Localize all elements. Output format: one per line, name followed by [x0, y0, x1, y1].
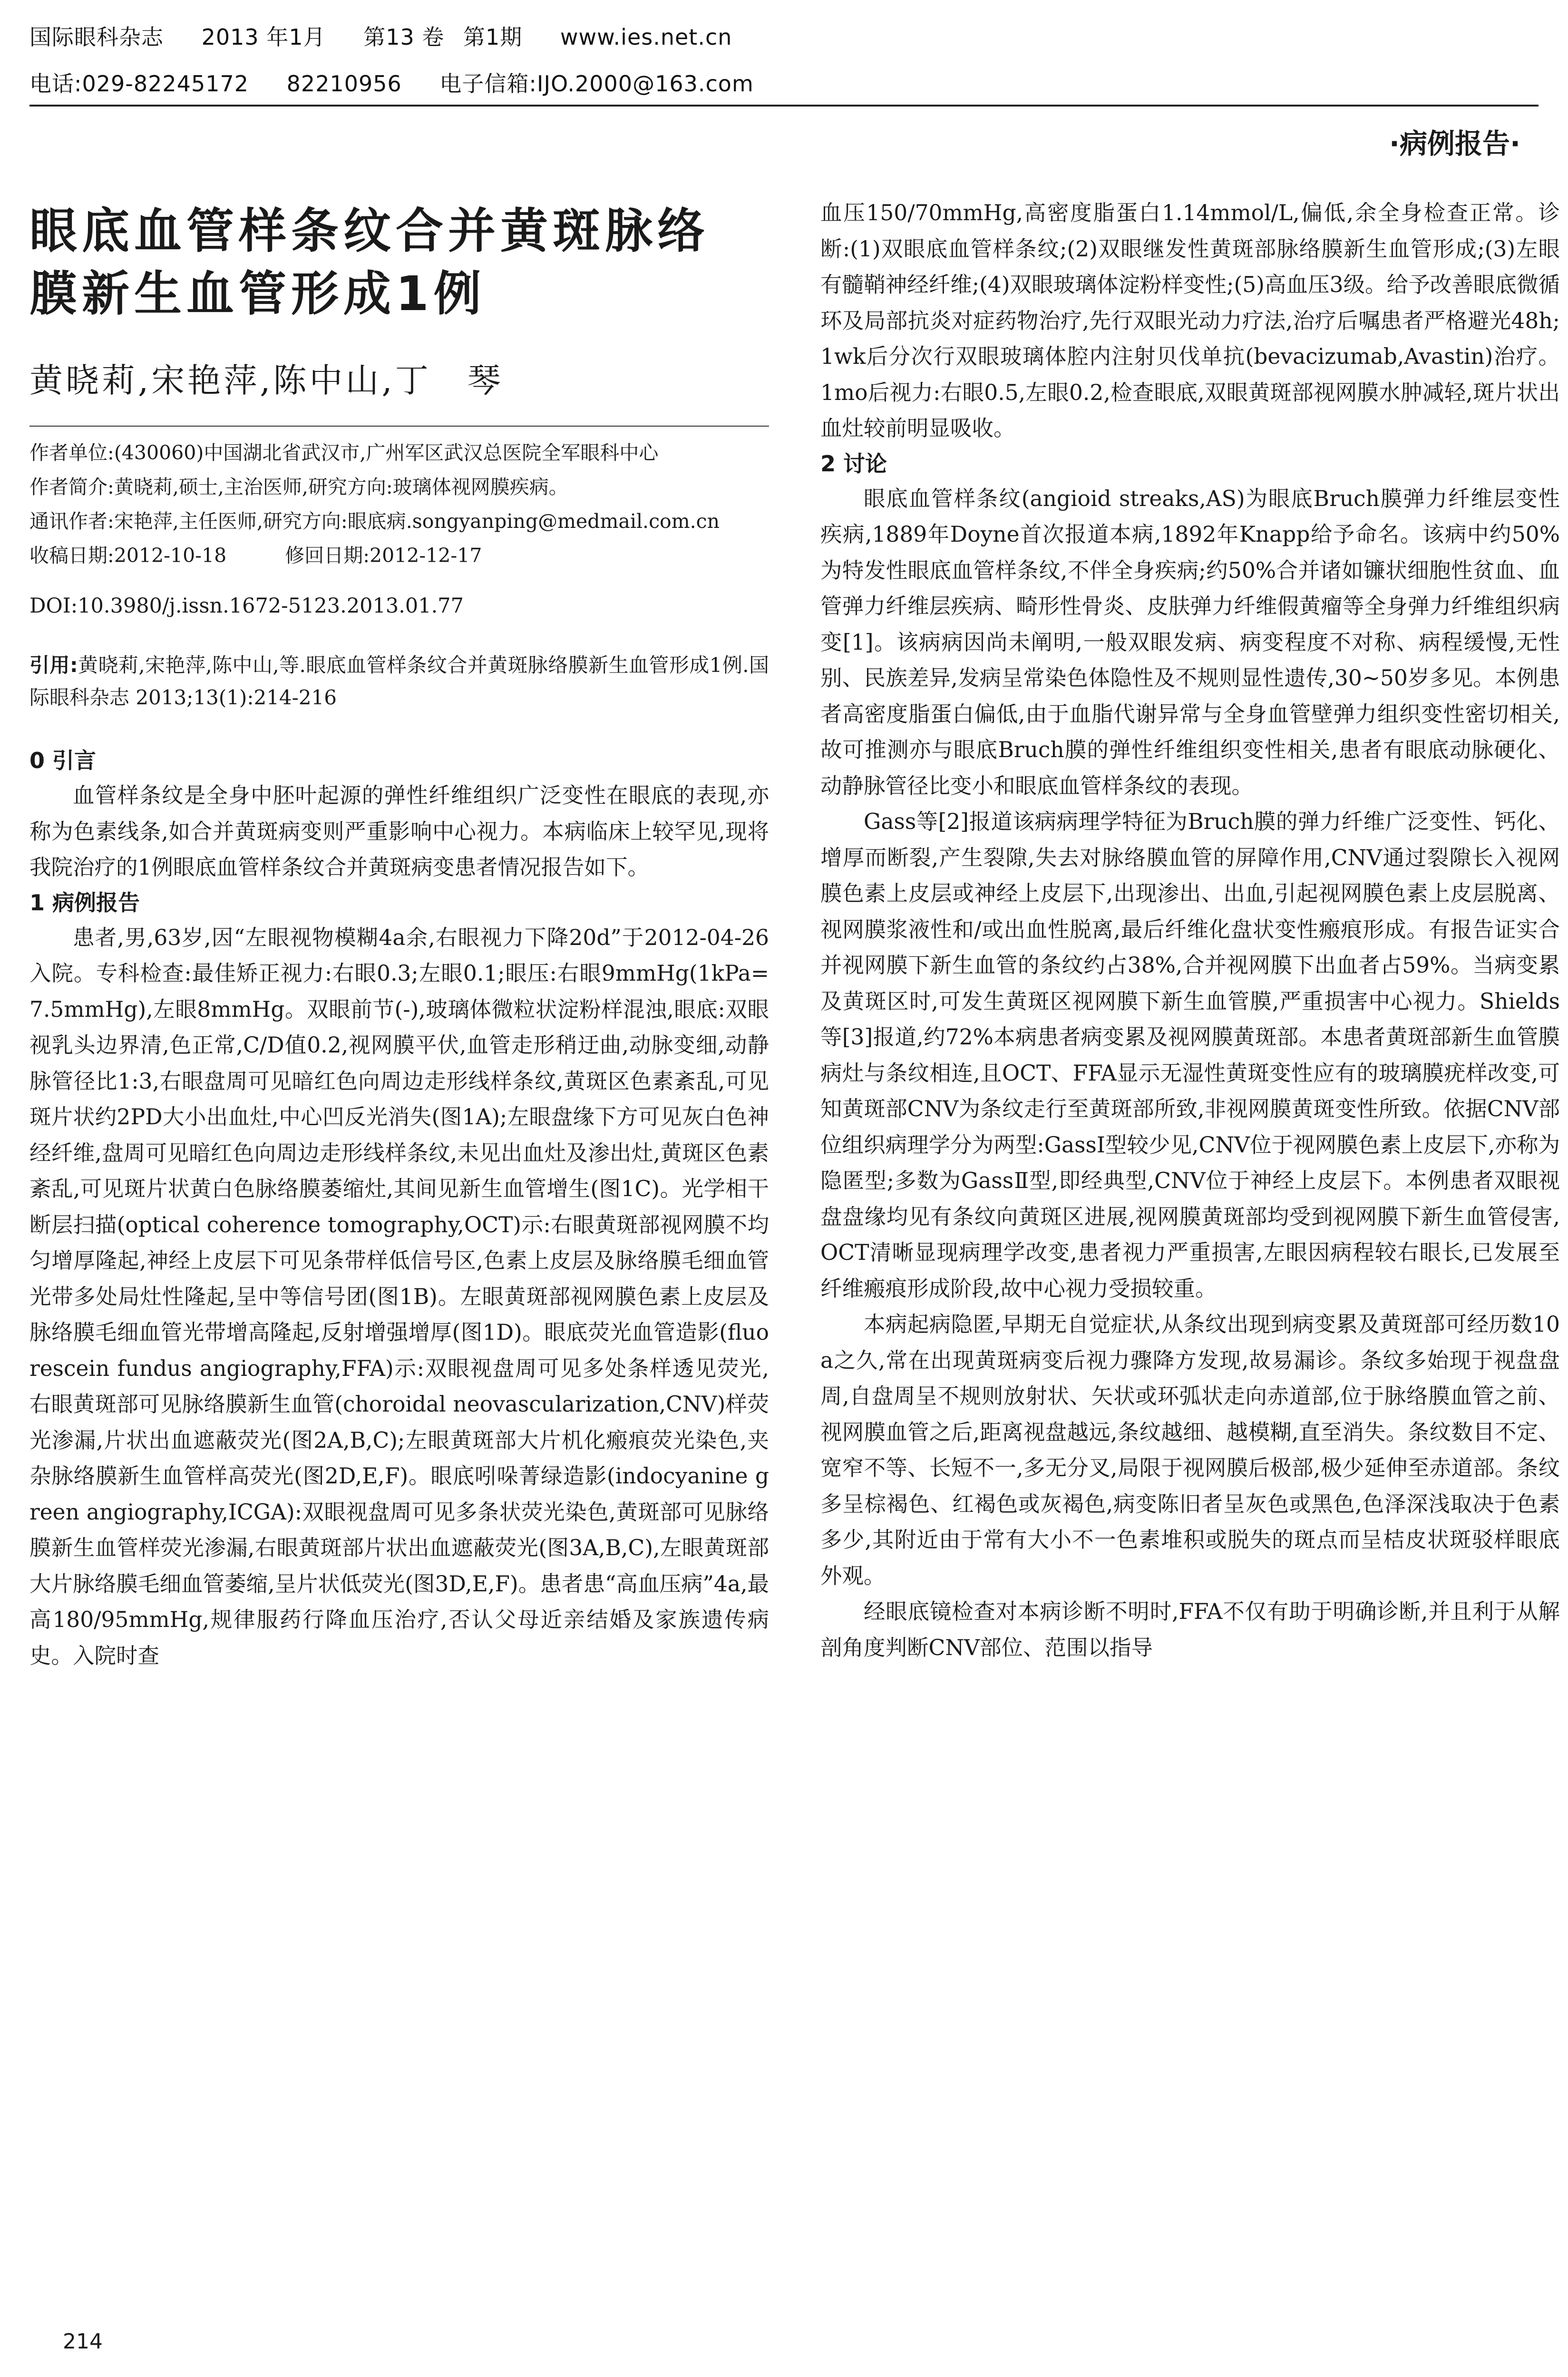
fax: 82210956: [286, 71, 402, 97]
citation: [29, 649, 769, 714]
left-column: [29, 200, 769, 1674]
dates: 收稿日期:2012-10-18 修回日期:2012-12-17: [29, 544, 482, 567]
paragraph-case-report-continued: 血压150/70mmHg,高密度脂蛋白1.14mmol/L,偏低,余全身检查正常。诊断:(1)双眼底血管样条纹;(2)双眼继发性黄斑部脉络膜新生血管形成;(3)左眼有髓鞘神经纤维;(4)双眼玻璃体淀粉样变性;(5)高血压3级。给予改善眼底微循环及局部抗炎对症药物治疗,先行双眼光动力疗法,治疗后嘱患者严格避光48h;1wk后分次行双眼玻璃体腔内注射贝伐单抗(bevacizumab,Avastin)治疗。1mo后视力:右眼0.5,左眼0.2,检查眼底,双眼黄斑部视网膜水肿减轻,斑片状出血灶较前明显吸收。: [820, 200, 1560, 441]
citation-label: 引用:: [29, 653, 78, 677]
phone: 电话:029-82245172: [29, 71, 249, 97]
volume: 第13 卷: [363, 24, 445, 50]
article-title: [29, 200, 769, 325]
heading-case-report: 1 病例报告: [29, 889, 140, 916]
page-number: 214: [63, 2329, 103, 2354]
journal-website: www.ies.net.cn: [560, 24, 732, 50]
title-rule: [29, 426, 769, 427]
email: 电子信箱:IJO.2000@163.com: [439, 71, 754, 97]
correspondence: 通讯作者:宋艳萍,主任医师,研究方向:眼底病.songyanping@medmail.com.cn: [29, 510, 720, 533]
citation-text: 黄晓莉,宋艳萍,陈中山,等.眼底血管样条纹合并黄斑脉络膜新生血管形成1例.国际眼科杂志 2013;13(1):214-216: [29, 653, 769, 709]
issue-date: 2013 年1月: [201, 24, 326, 50]
heading-discussion: 2 讨论: [820, 450, 887, 477]
journal-header-line1: [29, 20, 762, 51]
authors: 黄晓莉,宋艳萍,陈中山,丁 琴: [29, 361, 504, 400]
section-tag: ·病例报告·: [1389, 127, 1520, 160]
paragraph-discussion-2: Gass等[2]报道该病病理学特征为Bruch膜的弹力纤维广泛变性、钙化、增厚而断裂,产生裂隙,失去对脉络膜血管的屏障作用,CNV通过裂隙长入视网膜色素上皮层或神经上皮层下,出现渗出、出血,引起视网膜色素上皮层脱离、视网膜浆液性和/或出血性脱离,最后纤维化盘状变性瘢痕形成。有报告证实合并视网膜下新生血管的条纹约占38%,合并视网膜下出血者占59%。当病变累及黄斑区时,可发生黄斑区视网膜下新生血管膜,严重损害中心视力。Shields等[3]报道,约72%本病患者病变累及视网膜黄斑部。本患者黄斑部新生血管膜病灶与条纹相连,且OCT、FFA显示无湿性黄斑变性应有的玻璃膜疣样改变,可知黄斑部CNV为条纹走行至黄斑部所致,非视网膜黄斑变性所致。依据CNV部位组织病理学分为两型:GassⅠ型较少见,CNV位于视网膜色素上皮层下,亦称为隐匿型;多数为GassⅡ型,即经典型,CNV位于神经上皮层下。本例患者双眼视盘盘缘均见有条纹向黄斑区进展,视网膜黄斑部均受到视网膜下新生血管侵害,OCT清晰显现病理学改变,患者视力严重损害,左眼因病程较右眼长,已发展至纤维瘢痕形成阶段,故中心视力受损较重。: [820, 809, 1560, 1301]
paragraph-discussion-3: 本病起病隐匿,早期无自觉症状,从条纹出现到病变累及黄斑部可经历数10a之久,常在出现黄斑病变后视力骤降方发现,故易漏诊。条纹多始现于视盘盘周,自盘周呈不规则放射状、矢状或环弧状走向赤道部,位于脉络膜血管之前、视网膜血管之后,距离视盘越远,条纹越细、越模糊,直至消失。条纹数目不定、宽窄不等、长短不一,多无分叉,局限于视网膜后极部,极少延伸至赤道部。条纹多呈棕褐色、红褐色或灰褐色,病变陈旧者呈灰色或黑色,色泽深浅取决于色素多少,其附近由于常有大小不一色素堆积或脱失的斑点而呈桔皮状斑驳样眼底外观。: [820, 1312, 1560, 1588]
paragraph-discussion-4: 经眼底镜检查对本病诊断不明时,FFA不仅有助于明确诊断,并且利于从解剖角度判断CNV部位、范围以指导: [820, 1599, 1560, 1660]
journal-name: 国际眼科杂志: [29, 24, 164, 50]
doi: DOI:10.3980/j.issn.1672-5123.2013.01.77: [29, 594, 464, 618]
issue: 第1期: [463, 24, 523, 50]
journal-header-line2: [29, 67, 784, 98]
paragraph-introduction: 血管样条纹是全身中胚叶起源的弹性纤维组织广泛变性在眼底的表现,亦称为色素线条,如合并黄斑病变则严重影响中心视力。本病临床上较罕见,现将我院治疗的1例眼底血管样条纹合并黄斑病变患者情况报告如下。: [29, 783, 769, 880]
article-title-line1: 眼底血管样条纹合并黄斑脉络: [29, 203, 710, 259]
header-rule: [29, 105, 1539, 107]
heading-introduction: 0 引言: [29, 748, 97, 773]
affiliation: 作者单位:(430060)中国湖北省武汉市,广州军区武汉总医院全军眼科中心: [29, 441, 659, 464]
article-title-line2: 膜新生血管形成1例: [29, 266, 486, 321]
author-bio: 作者简介:黄晓莉,硕士,主治医师,研究方向:玻璃体视网膜疾病。: [29, 476, 568, 498]
paragraph-discussion-1: 眼底血管样条纹(angioid streaks,AS)为眼底Bruch膜弹力纤维层变性疾病,1889年Doyne首次报道本病,1892年Knapp给予命名。该病中约50%为特发性眼底血管样条纹,不伴全身疾病;约50%合并诸如镰状细胞性贫血、血管弹力纤维层疾病、畸形性骨炎、皮肤弹力纤维假黄瘤等全身弹力纤维组织病变[1]。该病病因尚未阐明,一般双眼发病、病变程度不对称、病程缓慢,无性别、民族差异,发病呈常染色体隐性及不规则显性遗传,30~50岁多见。本例患者高密度脂蛋白偏低,由于血脂代谢异常与全身血管壁弹力组织变性密切相关,故可推测亦与眼底Bruch膜的弹性纤维组织变性相关,患者有眼底动脉硬化、动静脉管径比变小和眼底血管样条纹的表现。: [820, 486, 1560, 799]
right-column: [820, 195, 1560, 1666]
paragraph-case-report: 患者,男,63岁,因“左眼视物模糊4a余,右眼视力下降20d”于2012-04-26入院。专科检查:最佳矫正视力:右眼0.3;左眼0.1;眼压:右眼9mmHg(1kPa=7.5mmHg),左眼8mmHg。双眼前节(-),玻璃体微粒状淀粉样混浊,眼底:双眼视乳头边界清,色正常,C/D值0.2,视网膜平伏,血管走形稍迂曲,动脉变细,动静脉管径比1:3,右眼盘周可见暗红色向周边走形线样条纹,黄斑区色素紊乱,可见斑片状约2PD大小出血灶,中心凹反光消失(图1A);左眼盘缘下方可见灰白色神经纤维,盘周可见暗红色向周边走形线样条纹,未见出血灶及渗出灶,黄斑区色素紊乱,可见斑片状黄白色脉络膜萎缩灶,其间见新生血管增生(图1C)。光学相干断层扫描(optical coherence tomography,OCT)示:右眼黄斑部视网膜不均匀增厚隆起,神经上皮层下可见条带样低信号区,色素上皮层及脉络膜毛细血管光带多处局灶性隆起,呈中等信号团(图1B)。左眼黄斑部视网膜色素上皮层及脉络膜毛细血管光带增高隆起,反射增强增厚(图1D)。眼底荧光血管造影(fluorescein fundus angiography,FFA)示:双眼视盘周可见多处条样透见荧光,右眼黄斑部可见脉络膜新生血管(choroidal neovascularization,CNV)样荧光渗漏,片状出血遮蔽荧光(图2A,B,C);左眼黄斑部大片机化瘢痕荧光染色,夹杂脉络膜新生血管样高荧光(图2D,E,F)。眼底吲哚菁绿造影(indocyanine green angiography,ICGA):双眼视盘周可见多条状荧光染色,黄斑部可见脉络膜新生血管样荧光渗漏,右眼黄斑部片状出血遮蔽荧光(图3A,B,C),左眼黄斑部大片脉络膜毛细血管萎缩,呈片状低荧光(图3D,E,F)。患者患“高血压病”4a,最高180/95mmHg,规律服药行降血压治疗,否认父母近亲结婚及家族遗传病史。入院时查: [29, 925, 769, 1668]
